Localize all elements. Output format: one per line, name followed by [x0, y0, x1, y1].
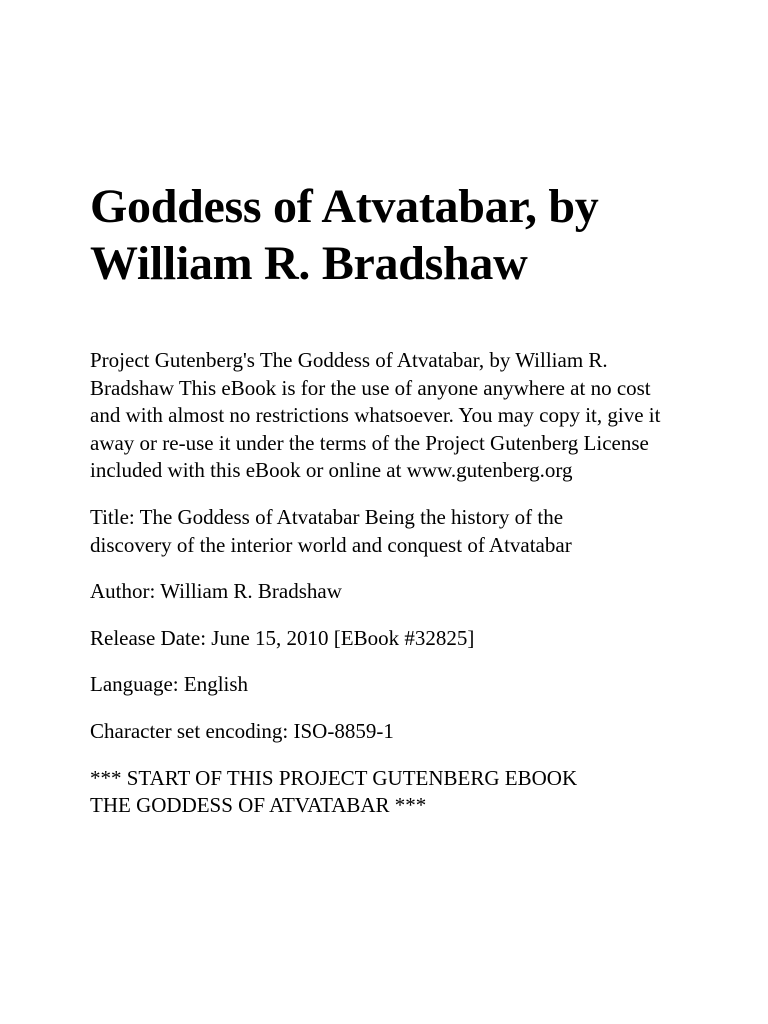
book-title-line-2: William R. Bradshaw	[90, 237, 528, 290]
author-field: Author: William R. Bradshaw	[90, 579, 342, 604]
release-date-field: Release Date: June 15, 2010 [EBook #32825]	[90, 625, 475, 650]
book-title	[90, 178, 690, 292]
encoding-field: Character set encoding: ISO-8859-1	[90, 718, 394, 743]
document-page	[90, 178, 690, 820]
book-title-line-1: Goddess of Atvatabar, by	[90, 180, 599, 233]
start-marker-line-2: THE GODDESS OF ATVATABAR ***	[90, 793, 427, 818]
title-field-line-2: discovery of the interior world and conquest of Atvatabar	[90, 532, 572, 557]
title-field	[90, 504, 690, 559]
start-marker	[90, 765, 690, 820]
intro-paragraph: Project Gutenberg's The Goddess of Atvatabar, by William R. Bradshaw This eBook is for the use of anyone anywhere at no cost and with almost no restrictions whatsoever. You may copy it, give it away or re-use it under the terms of the Project Gutenberg License included with this eBook or online at www.gutenberg.org	[90, 348, 661, 483]
start-marker-line-1: *** START OF THIS PROJECT GUTENBERG EBOOK	[90, 765, 578, 790]
title-field-line-1: Title: The Goddess of Atvatabar Being the history of the	[90, 504, 564, 529]
language-field: Language: English	[90, 672, 249, 697]
